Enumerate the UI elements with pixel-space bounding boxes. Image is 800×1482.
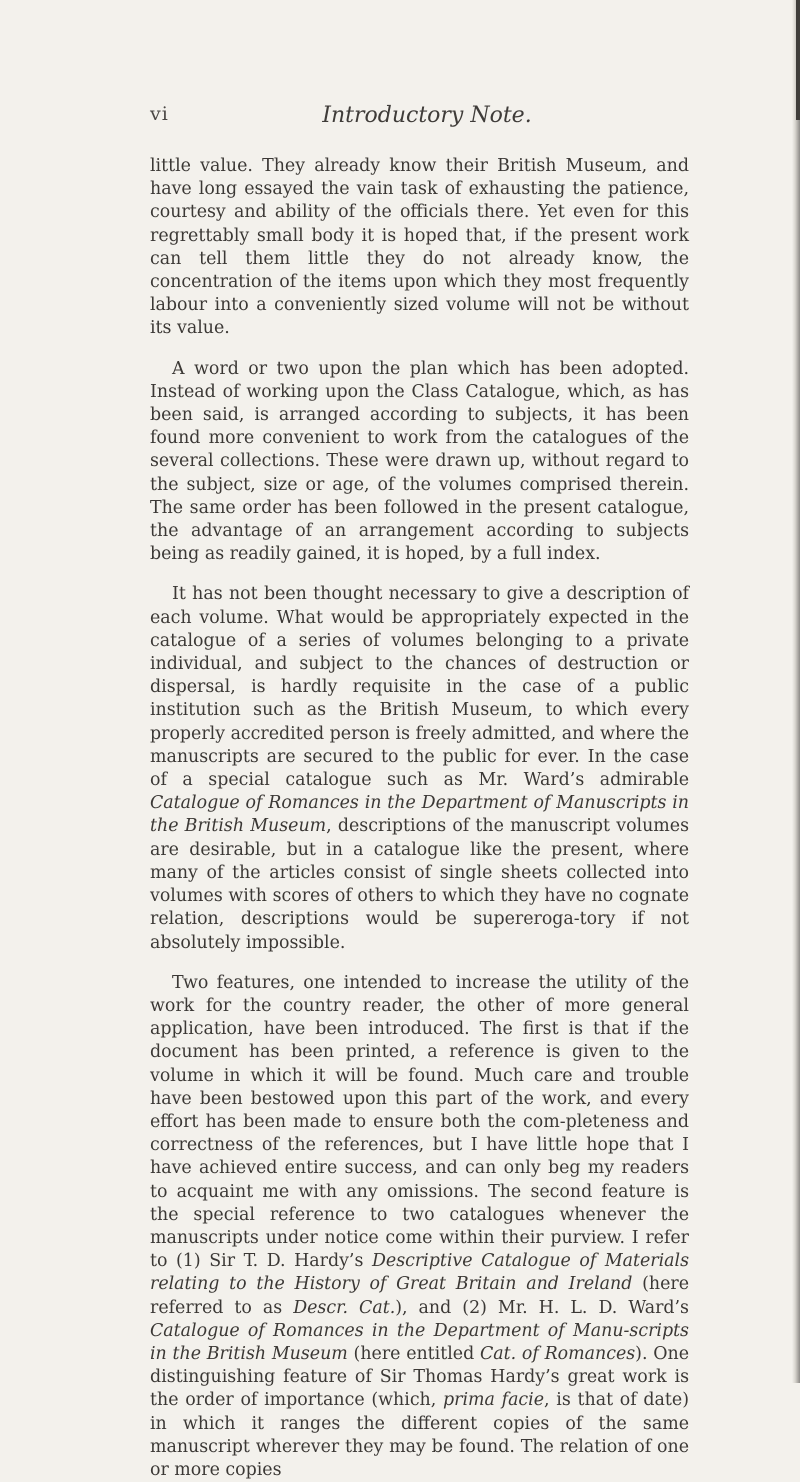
- descr-cat-abbreviation: Descr. Cat.: [293, 1297, 396, 1318]
- running-head: Introductory Note.: [322, 103, 532, 128]
- hardy-catalogue-title: Descriptive Catalogue of Materials relating to the History of Great Britain and Ireland: [150, 1251, 689, 1295]
- ward-catalogue-title: Catalogue of Romances in the Department of Manuscripts in the British Museum: [150, 793, 689, 837]
- paragraph-2: A word or two upon the plan which has been adopted. Instead of working upon the Class Catalogue, which, as has been said, is arranged according to subjects, it has been found more convenient to work from the catalogues of the several collections. These were drawn up, without regard to the subject, size or age, of the volumes comprised therein. The same order has been followed in the present catalogue, the advantage of an arrangement according to subjects being as readily gained, it is hoped, by a full index.: [150, 358, 689, 565]
- paragraph-4-text-f: , is that of date) in which it ranges the different copies of the same manuscript wherever they may be found. The relation of one or more copies: [150, 1390, 689, 1480]
- cat-of-romances-abbreviation: Cat. of Romances: [479, 1343, 636, 1364]
- paragraph-4-text-b: (here referred to as: [150, 1274, 689, 1318]
- paragraph-3-text-b: , descriptions of the manuscript volumes are desirable, but in a catalogue like the present, where many of the articles consist of single sheets collected into volumes with scores of others to which they have no cognate relation, descriptions would be supereroga-tory if not absolutely impossible.: [150, 816, 690, 953]
- ward-catalogue-title-2: Catalogue of Romances in the Department of Manu-scripts in the British Museum: [150, 1320, 689, 1364]
- paragraph-4-text-d: (here entitled: [347, 1343, 480, 1364]
- page-edge-shadow: [792, 0, 800, 1383]
- paragraph-4: [150, 972, 689, 1482]
- paragraph-4-text-a: Two features, one intended to increase the utility of the work for the country reader, the other of more general application, have been introduced. The first is that if the document has been printed, a reference is given to the volume in which it will be found. Much care and trouble have been bestowed upon this part of the work, and every effort has been made to ensure both the com-pleteness and correctness of the references, but I have little hope that I have achieved entire success, and can only beg my readers to acquaint me with any omissions. The second feature is the special reference to two catalogues whenever the manuscripts under notice come within their purview. I refer to (1) Sir T. D. Hardy’s: [150, 972, 689, 1272]
- page-header: [150, 103, 690, 137]
- page-number: vi: [150, 103, 169, 125]
- binding-edge-mark: [796, 0, 800, 120]
- paragraph-3: [150, 583, 689, 954]
- prima-facie-phrase: prima facie: [443, 1390, 545, 1411]
- body-text: [150, 155, 689, 1482]
- paragraph-4-text-e: ). One distinguishing feature of Sir Thomas Hardy’s great work is the order of importance (which,: [150, 1343, 689, 1411]
- paragraph-4-text-c: ), and (2) Mr. H. L. D. Ward’s: [395, 1297, 689, 1318]
- paragraph-3-text-a: It has not been thought necessary to give a description of each volume. What would be appropriately expected in the catalogue of a series of volumes belonging to a private individual, and subject to the chances of destruction or dispersal, is hardly requisite in the case of a public institution such as the British Museum, to which every properly accredited person is freely admitted, and where the manuscripts are secured to the public for ever. In the case of a special catalogue such as Mr. Ward’s admirable: [150, 584, 690, 791]
- paragraph-1: little value. They already know their British Museum, and have long essayed the vain task of exhausting the patience, courtesy and ability of the officials there. Yet even for this regrettably small body it is hoped that, if the present work can tell them little they do not already know, the concentration of the items upon which they most frequently labour into a conveniently sized volume will not be without its value.: [150, 156, 689, 339]
